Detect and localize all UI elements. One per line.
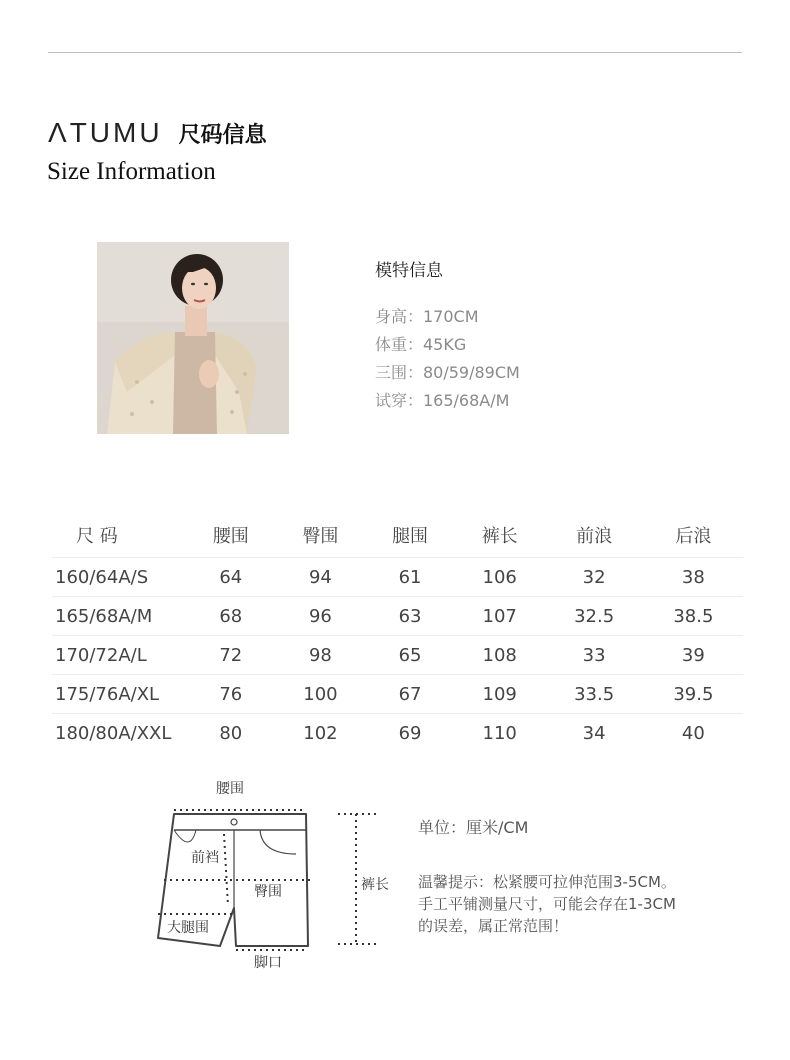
brand-logo: ΛTUMU xyxy=(48,117,163,148)
cell-back-rise: 38.5 xyxy=(644,597,743,636)
shorts-measurement-icon xyxy=(150,774,390,974)
table-row xyxy=(52,714,743,753)
header-front-rise: 前浪 xyxy=(576,526,613,547)
measurement-diagram xyxy=(150,774,390,974)
cell-waist: 80 xyxy=(186,714,276,753)
diagram-label-waist: 腰围 xyxy=(216,781,244,797)
diagram-label-hip: 臀围 xyxy=(254,884,282,900)
cell-thigh: 63 xyxy=(365,597,455,636)
brand-header xyxy=(48,117,267,149)
model-photo xyxy=(97,242,289,434)
header-back-rise: 后浪 xyxy=(675,526,712,547)
cell-thigh: 65 xyxy=(365,636,455,675)
header-size: 尺 码 xyxy=(76,526,118,547)
tip-line: 的误差，属正常范围！ xyxy=(418,917,569,935)
cell-waist: 64 xyxy=(186,558,276,597)
cell-size: 175/76A/XL xyxy=(52,675,186,714)
cell-back-rise: 39.5 xyxy=(644,675,743,714)
tip-line: 手工平铺测量尺寸，可能会存在1-3CM xyxy=(418,895,676,913)
cell-front-rise: 34 xyxy=(545,714,644,753)
cell-front-rise: 32 xyxy=(545,558,644,597)
diagram-label-thigh: 大腿围 xyxy=(167,920,209,936)
cell-length: 106 xyxy=(455,558,545,597)
cell-front-rise: 33 xyxy=(545,636,644,675)
model-weight: 体重：45KG xyxy=(375,335,467,354)
table-header-row xyxy=(52,513,743,558)
page-subtitle: Size Information xyxy=(47,158,216,185)
tip-line: 温馨提示：松紧腰可拉伸范围3-5CM。 xyxy=(418,873,676,891)
cell-waist: 76 xyxy=(186,675,276,714)
top-divider xyxy=(48,52,742,53)
page-title: 尺码信息 xyxy=(178,123,267,148)
cell-front-rise: 33.5 xyxy=(545,675,644,714)
cell-length: 108 xyxy=(455,636,545,675)
unit-note: 单位：厘米/CM xyxy=(418,818,529,837)
cell-size: 160/64A/S xyxy=(52,558,186,597)
model-fit-size: 试穿：165/68A/M xyxy=(375,391,510,410)
table-row xyxy=(52,636,743,675)
cell-hip: 94 xyxy=(276,558,366,597)
cell-size: 165/68A/M xyxy=(52,597,186,636)
cell-back-rise: 39 xyxy=(644,636,743,675)
cell-hip: 100 xyxy=(276,675,366,714)
cell-waist: 68 xyxy=(186,597,276,636)
diagram-label-front-rise: 前裆 xyxy=(191,850,219,866)
cell-thigh: 67 xyxy=(365,675,455,714)
cell-hip: 98 xyxy=(276,636,366,675)
cell-size: 180/80A/XXL xyxy=(52,714,186,753)
header-thigh: 腿围 xyxy=(392,526,429,547)
cell-back-rise: 40 xyxy=(644,714,743,753)
cell-thigh: 61 xyxy=(365,558,455,597)
cell-back-rise: 38 xyxy=(644,558,743,597)
model-measurements: 三围：80/59/89CM xyxy=(375,363,520,382)
diagram-label-length: 裤长 xyxy=(361,877,389,893)
header-length: 裤长 xyxy=(481,526,518,547)
size-notes xyxy=(418,815,676,937)
model-portrait-icon xyxy=(97,242,289,434)
cell-hip: 102 xyxy=(276,714,366,753)
diagram-label-hem: 脚口 xyxy=(254,955,282,971)
model-info-title: 模特信息 xyxy=(375,261,443,281)
header-hip: 臀围 xyxy=(302,526,339,547)
table-row xyxy=(52,597,743,636)
tip-block xyxy=(418,871,676,937)
cell-thigh: 69 xyxy=(365,714,455,753)
cell-length: 110 xyxy=(455,714,545,753)
cell-length: 107 xyxy=(455,597,545,636)
cell-waist: 72 xyxy=(186,636,276,675)
header-waist: 腰围 xyxy=(212,526,249,547)
table-row xyxy=(52,558,743,597)
model-info xyxy=(375,256,520,415)
table-row xyxy=(52,675,743,714)
cell-hip: 96 xyxy=(276,597,366,636)
cell-size: 170/72A/L xyxy=(52,636,186,675)
model-height: 身高：170CM xyxy=(375,307,479,326)
cell-length: 109 xyxy=(455,675,545,714)
cell-front-rise: 32.5 xyxy=(545,597,644,636)
size-table xyxy=(52,513,743,752)
